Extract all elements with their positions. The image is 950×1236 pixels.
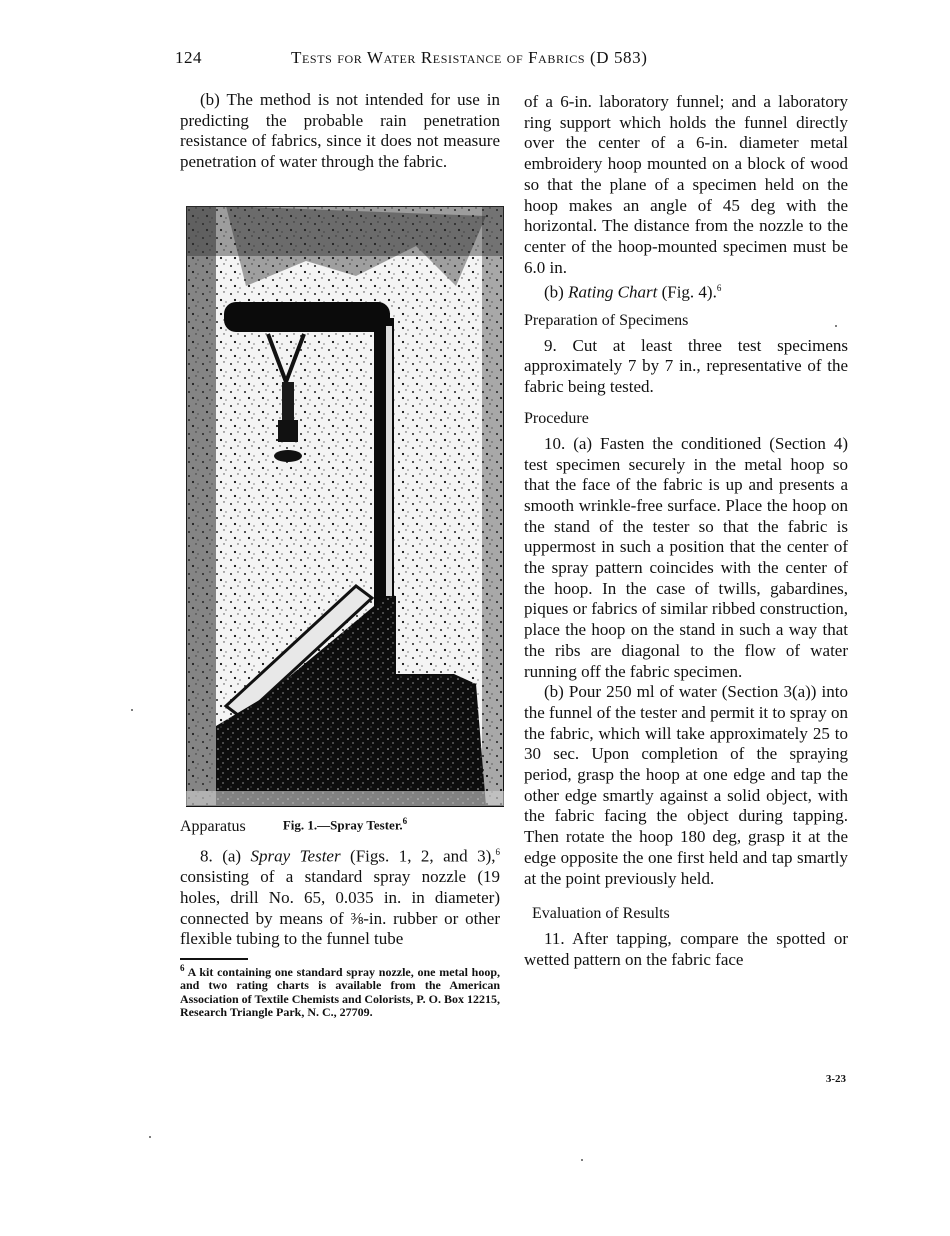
figure-caption: Fig. 1.—Spray Tester.$^6$ (282, 815, 408, 833)
paragraph-fasten-specimen: 10. (a) Fasten the conditioned (Section 4) test specimen securely in the metal hoop so that the face of the fabric is up and presents a smooth wrinkle-free surface. Place the hoop on the stand of the tester so that the fabric is uppermost in such a position that the center of the spray pattern coincides with the center of the hoop. In the case of twills, gabardines, piques or fabrics of similar ribbed construction, place the hoop on the stand in such a way that the ribs are diagonal to the flow of water running off the fabric specimen. (524, 433, 848, 681)
funnel-rim (224, 302, 390, 332)
page-code-mark: 3-23 (825, 1073, 846, 1085)
spray-nozzle (278, 420, 298, 442)
scan-speck (835, 325, 837, 327)
paragraph-rating-chart: (b) Rating Chart (Fig. 4).$^6$ (544, 282, 722, 302)
running-title: Tests for Water Resistance of Fabrics (D 583) (291, 48, 648, 67)
left-column (180, 90, 500, 1020)
page-number: 124 (175, 48, 202, 67)
section-heading-procedure: Procedure (524, 409, 589, 427)
section-heading-evaluation: Evaluation of Results (532, 905, 670, 923)
scan-speck (149, 1136, 151, 1138)
right-column (524, 92, 848, 971)
rubber-tubing (282, 382, 294, 422)
running-header (175, 48, 795, 74)
paragraph-pour-water: (b) Pour 250 ml of water (Section 3(a)) into the funnel of the tester and permit it to spray on the fabric, which will take approximately 25 to 30 sec. Upon completion of the spraying period, grasp the hoop at one edge and tap the other edge smartly against a solid object, with the fabric facing the object during tapping. Then rotate the hoop 180 deg, grasp it at the edge opposite the one first held and tap smartly at the point previously held. (524, 682, 848, 888)
footnote-rule (180, 958, 248, 960)
section-heading-preparation: Preparation of Specimens (524, 311, 689, 329)
footnote-kit: $^6$ A kit containing one standard spray nozzle, one metal hoop, and two rating charts is available from the American Association of Textile Chemists and Colorists, P. O. Box 12215, Research Triangle Park, N. C., 27709. (180, 962, 500, 1020)
spray-tester-photo (186, 206, 504, 810)
paragraph-funnel-continued: of a 6-in. laboratory funnel; and a laboratory ring support which holds the funnel directly over the center of a 6-in. diameter metal embroidery hoop mounted on a block of wood so that the plane of a specimen held on the hoop makes an angle of 45 deg with the horizontal. The distance from the nozzle to the center of the hoop-mounted specimen must be 6.0 in. (524, 92, 848, 277)
paragraph-compare-pattern: 11. After tapping, compare the spotted or wetted pattern on the fabric face (524, 929, 848, 969)
scan-speck (131, 709, 133, 711)
section-heading-apparatus: Apparatus (180, 817, 246, 835)
paragraph-spray-tester: 8. (a) Spray Tester (Figs. 1, 2, and 3),$^6$ consisting of a standard spray nozzle (19 holes, drill No. 65, 0.035 in. in diameter) connected by means of ⅜-in. rubber or other flexible tubing to the funnel tube (180, 846, 501, 949)
paragraph-cut-specimens: 9. Cut at least three test specimens approximately 7 by 7 in., representative of the fabric being tested. (524, 335, 848, 397)
scan-speck (581, 1159, 583, 1161)
paragraph-method-limitation: (b) The method is not intended for use in predicting the probable rain penetration resistance of fabrics, since it does not measure penetration of water through the fabric. (180, 90, 500, 172)
